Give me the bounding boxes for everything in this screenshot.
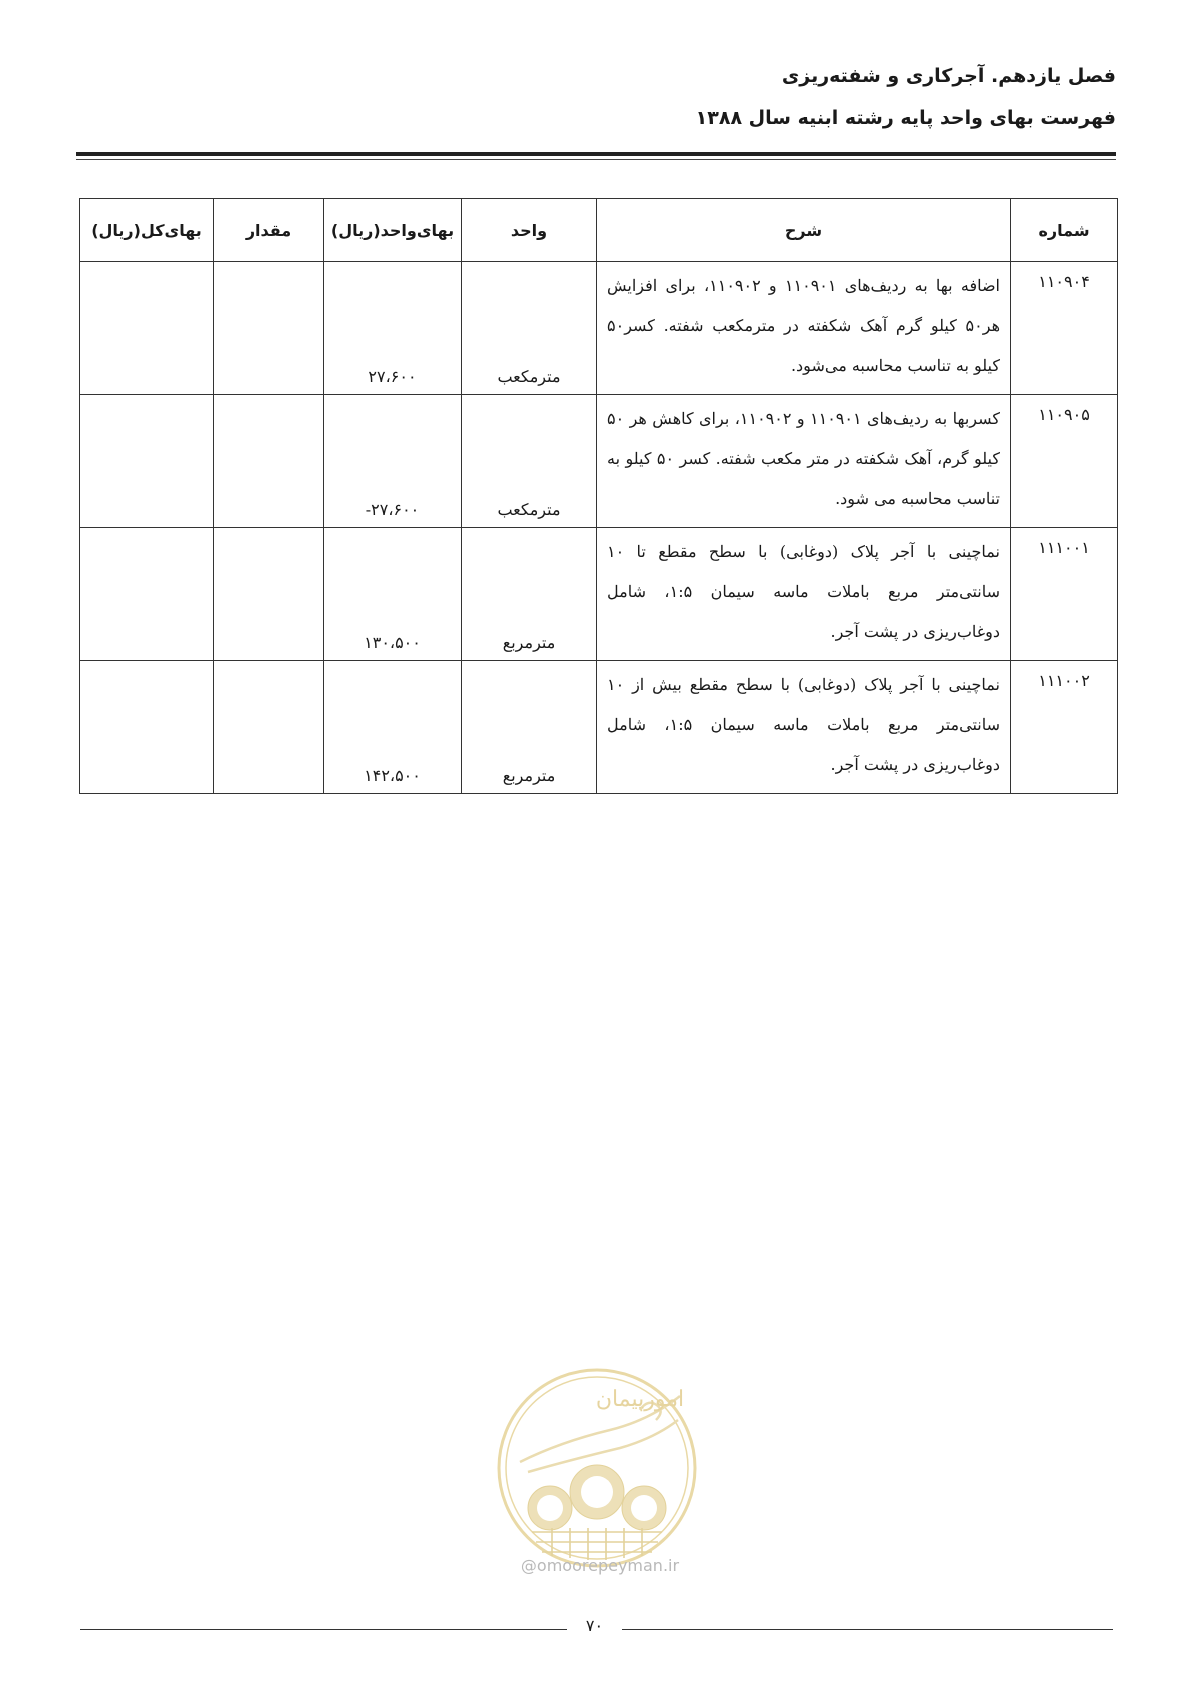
logo-text: امورپیمان <box>595 1387 685 1412</box>
watermark-logo <box>490 1350 704 1585</box>
header-divider-thin <box>76 159 1116 160</box>
header-divider-thick <box>76 152 1116 156</box>
item-number: ۱۱۱۰۰۱ <box>1011 528 1118 661</box>
item-number: ۱۱۰۹۰۴ <box>1011 262 1118 395</box>
item-total-price <box>80 661 214 794</box>
item-quantity <box>214 395 324 528</box>
item-total-price <box>80 528 214 661</box>
table-row <box>80 262 1118 395</box>
item-unit-price: ۱۳۰،۵۰۰ <box>324 528 462 661</box>
column-header-description: شرح <box>597 199 1011 262</box>
item-quantity <box>214 262 324 395</box>
item-quantity <box>214 528 324 661</box>
column-header-number: شماره <box>1011 199 1118 262</box>
item-unit: مترمکعب <box>462 262 597 395</box>
item-unit-price: ۱۴۲،۵۰۰ <box>324 661 462 794</box>
footer-rule-right <box>622 1629 1113 1630</box>
item-description: اضافه بها به ردیف‌های ۱۱۰۹۰۱ و ۱۱۰۹۰۲، برای افزایش هر۵۰ کیلو گرم آهک شکفته در مترمکعب شفته. کسر۵۰ کیلو به تناسب محاسبه می‌شود. <box>597 262 1011 395</box>
price-list-table <box>79 198 1118 794</box>
item-unit-price: ۲۷،۶۰۰ <box>324 262 462 395</box>
table-row <box>80 395 1118 528</box>
watermark-site: @omoorepeyman.ir <box>520 1556 680 1575</box>
chapter-title: فصل یازدهم. آجرکاری و شفته‌ریزی <box>781 65 1116 87</box>
item-total-price <box>80 395 214 528</box>
table-row <box>80 661 1118 794</box>
item-number: ۱۱۰۹۰۵ <box>1011 395 1118 528</box>
item-total-price <box>80 262 214 395</box>
item-unit: مترمربع <box>462 528 597 661</box>
page-number: ۷۰ <box>585 1616 604 1635</box>
item-unit-price: -۲۷،۶۰۰ <box>324 395 462 528</box>
item-quantity <box>214 661 324 794</box>
page-header <box>66 62 1116 132</box>
column-header-unit-price: بهای‌واحد(ریال) <box>324 199 462 262</box>
item-unit: مترمربع <box>462 661 597 794</box>
table-row <box>80 528 1118 661</box>
footer-rule-left <box>80 1629 567 1630</box>
item-description: نماچینی با آجر پلاک (دوغابی) با سطح مقطع تا ۱۰ سانتی‌متر مربع باملات ماسه سیمان ۱:۵، شامل دوغاب‌ریزی در پشت آجر. <box>597 528 1011 661</box>
document-subtitle: فهرست بهای واحد پایه رشته ابنیه سال ۱۳۸۸ <box>695 107 1116 129</box>
column-header-quantity: مقدار <box>214 199 324 262</box>
item-number: ۱۱۱۰۰۲ <box>1011 661 1118 794</box>
table-header-row <box>80 199 1118 262</box>
column-header-unit: واحد <box>462 199 597 262</box>
item-description: کسربها به ردیف‌های ۱۱۰۹۰۱ و ۱۱۰۹۰۲، برای کاهش هر ۵۰ کیلو گرم، آهک شکفته در متر مکعب شفته. کسر ۵۰ کیلو به تناسب محاسبه می شود. <box>597 395 1011 528</box>
column-header-total-price: بهای‌کل(ریال) <box>80 199 214 262</box>
item-unit: مترمکعب <box>462 395 597 528</box>
logo-icon <box>490 1350 704 1585</box>
item-description: نماچینی با آجر پلاک (دوغابی) با سطح مقطع بیش از ۱۰ سانتی‌متر مربع باملات ماسه سیمان ۱:۵، شامل دوغاب‌ریزی در پشت آجر. <box>597 661 1011 794</box>
